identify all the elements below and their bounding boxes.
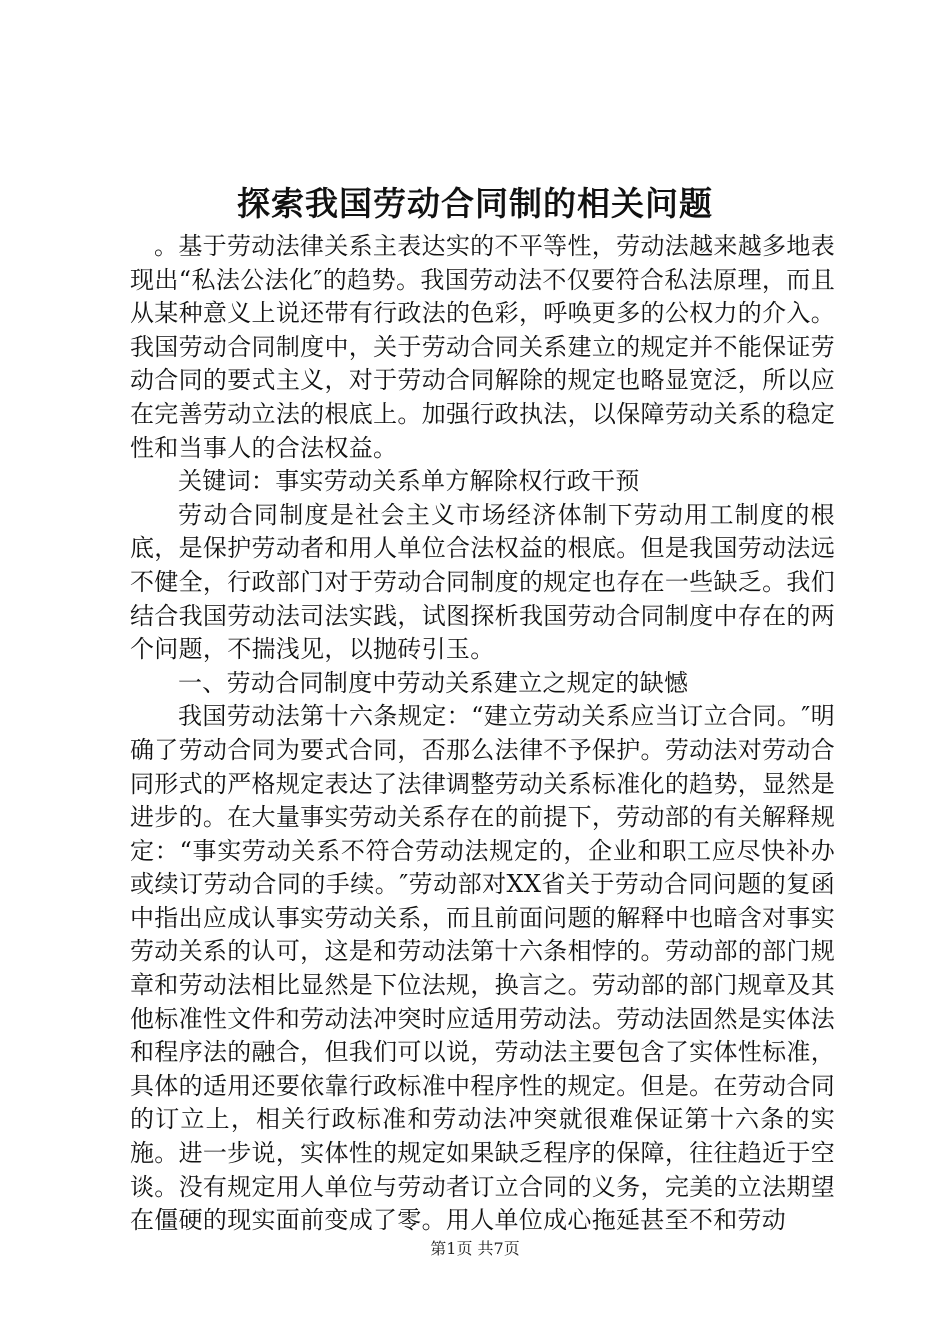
intro-paragraph: 劳动合同制度是社会主义市场经济体制下劳动用工制度的根底，是保护劳动者和用人单位合法权益的根底。但是我国劳动法远不健全，行政部门对于劳动合同制度的规定也存在一些缺乏。我们结合我国劳动法司法实践，试图探析我国劳动合同制度中存在的两个问题，不揣浅见，以抛砖引玉。	[130, 500, 835, 664]
document-body	[130, 230, 835, 1238]
document-title: 探索我国劳动合同制的相关问题	[237, 184, 713, 223]
page-number-footer: 第1页 共7页	[430, 1239, 520, 1258]
section-heading: 一、劳动合同制度中劳动关系建立之规定的缺憾	[178, 668, 689, 697]
abstract-paragraph: 。基于劳动法律关系主表达实的不平等性，劳动法越来越多地表现出“私法公法化″的趋势。我国劳动法不仅要符合私法原理，而且从某种意义上说还带有行政法的色彩，呼唤更多的公权力的介入。我国劳动合同制度中，关于劳动合同关系建立的规定并不能保证劳动合同的要式主义，对于劳动合同解除的规定也略显宽泛，所以应在完善劳动立法的根底上。加强行政执法，以保障劳动关系的稳定性和当事人的合法权益。	[130, 232, 835, 462]
keywords-paragraph: 关键词：事实劳动关系单方解除权行政干预	[178, 467, 640, 496]
section-paragraph: 我国劳动法第十六条规定：“建立劳动关系应当订立合同。″明确了劳动合同为要式合同，否那么法律不予保护。劳动法对劳动合同形式的严格规定表达了法律调整劳动关系标准化的趋势，显然是进步的。在大量事实劳动关系存在的前提下，劳动部的有关解释规定：“事实劳动关系不符合劳动法规定的，企业和职工应尽快补办或续订劳动合同的手续。″劳动部对XX省关于劳动合同问题的复函中指出应成认事实劳动关系，而且前面问题的解释中也暗含对事实劳动关系的认可，这是和劳动法第十六条相悖的。劳动部的部门规章和劳动法相比显然是下位法规，换言之。劳动部的部门规章及其他标准性文件和劳动法冲突时应适用劳动法。劳动法固然是实体法和程序法的融合，但我们可以说，劳动法主要包含了实体性标准，具体的适用还要依靠行政标准中程序性的规定。但是。在劳动合同的订立上，相关行政标准和劳动法冲突就很难保证第十六条的实施。进一步说，实体性的规定如果缺乏程序的保障，往往趋近于空谈。没有规定用人单位与劳动者订立合同的义务，完美的立法期望在僵硬的现实面前变成了零。用人单位成心拖延甚至不和劳动	[130, 702, 835, 1235]
